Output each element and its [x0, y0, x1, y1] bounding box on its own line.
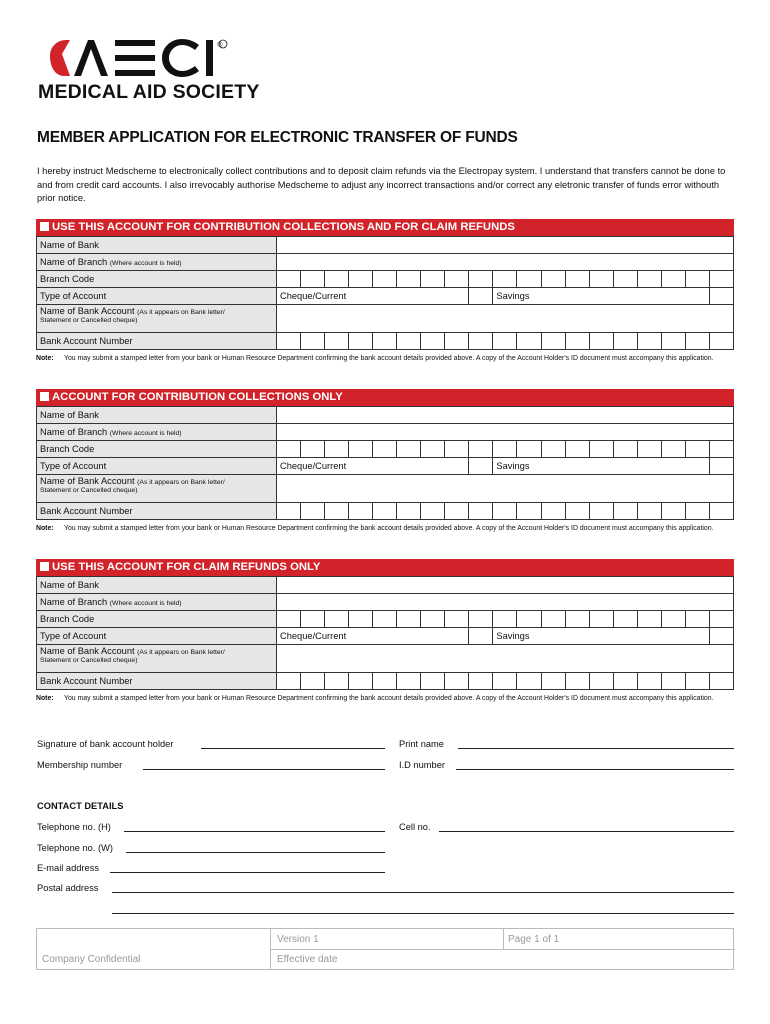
branch-name-text: Name of Branch: [40, 597, 108, 607]
branch-name-field[interactable]: [277, 424, 734, 441]
char-box[interactable]: [589, 673, 613, 690]
account-type-label: [37, 628, 277, 645]
account-name-hint2: Statement or Cancelled cheque): [40, 657, 138, 664]
account-number-label: [37, 333, 277, 350]
tel-h-field[interactable]: [124, 831, 385, 832]
print-name-field[interactable]: [458, 748, 734, 749]
char-box[interactable]: [637, 271, 661, 288]
char-box[interactable]: [469, 271, 493, 288]
char-box[interactable]: [349, 503, 373, 520]
savings-checkbox[interactable]: [709, 458, 733, 475]
account-name-hint: (As it appears on Bank letter/: [137, 649, 225, 656]
account-type-label: [37, 288, 277, 305]
char-box[interactable]: [709, 611, 733, 628]
char-box[interactable]: [325, 611, 349, 628]
char-box[interactable]: [541, 503, 565, 520]
char-box[interactable]: [613, 503, 637, 520]
char-box[interactable]: [445, 673, 469, 690]
char-box[interactable]: [493, 271, 517, 288]
char-box[interactable]: [637, 441, 661, 458]
account-name-hint2: Statement or Cancelled cheque): [40, 317, 138, 324]
square-icon: [40, 392, 49, 401]
tel-h-label: Telephone no. (H): [37, 822, 111, 832]
char-box[interactable]: [301, 611, 325, 628]
account-name-label: [37, 305, 277, 333]
char-box[interactable]: [709, 673, 733, 690]
char-box[interactable]: [469, 611, 493, 628]
char-box[interactable]: [685, 611, 709, 628]
note-text: You may submit a stamped letter from your bank or Human Resource Department confirming the bank account details provided above. A copy of the Account Holder's ID document must accompany this application.: [64, 695, 714, 702]
char-box[interactable]: [277, 333, 301, 350]
branch-name-text: Name of Branch: [40, 257, 108, 267]
savings-text: Savings: [496, 461, 530, 471]
char-box[interactable]: [301, 333, 325, 350]
char-box[interactable]: [469, 673, 493, 690]
char-box[interactable]: [637, 673, 661, 690]
char-box[interactable]: [421, 673, 445, 690]
aeci-logo-icon: [36, 36, 276, 80]
char-box[interactable]: [397, 271, 421, 288]
char-box[interactable]: [589, 333, 613, 350]
char-box[interactable]: [469, 503, 493, 520]
cheque-option[interactable]: [277, 458, 469, 475]
cell-label: Cell no.: [399, 822, 431, 832]
account-type-text: Type of Account: [40, 291, 107, 301]
bank-name-field[interactable]: [277, 237, 734, 254]
char-box[interactable]: [421, 271, 445, 288]
char-box[interactable]: [325, 503, 349, 520]
branch-name-label: [37, 424, 277, 441]
savings-text: Savings: [496, 631, 530, 641]
branch-name-text: Name of Branch: [40, 427, 108, 437]
footer-effective: Effective date: [277, 954, 338, 965]
char-box[interactable]: [493, 611, 517, 628]
char-box[interactable]: [565, 673, 589, 690]
savings-checkbox[interactable]: [709, 288, 733, 305]
bank-name-text: Name of Bank: [40, 240, 99, 250]
section-heading-text: USE THIS ACCOUNT FOR CLAIM REFUNDS ONLY: [52, 561, 321, 573]
char-box[interactable]: [709, 503, 733, 520]
account-name-text: Name of Bank Account: [40, 476, 135, 486]
account-number-label: [37, 503, 277, 520]
char-box[interactable]: [541, 673, 565, 690]
char-box[interactable]: [301, 673, 325, 690]
char-box[interactable]: [349, 441, 373, 458]
char-box[interactable]: [397, 673, 421, 690]
char-box[interactable]: [373, 441, 397, 458]
branch-name-hint: (Where account is held): [109, 600, 182, 607]
bank-details-table: [36, 576, 734, 690]
char-box[interactable]: [397, 503, 421, 520]
char-box[interactable]: [589, 503, 613, 520]
bank-name-field[interactable]: [277, 407, 734, 424]
cheque-checkbox[interactable]: [469, 288, 493, 305]
account-name-text: Name of Bank Account: [40, 306, 135, 316]
char-box[interactable]: [541, 441, 565, 458]
aeci-logo: [36, 36, 276, 104]
char-box[interactable]: [397, 333, 421, 350]
char-box[interactable]: [277, 271, 301, 288]
membership-label: Membership number: [37, 760, 123, 770]
signature-field[interactable]: [201, 748, 385, 749]
cell-field[interactable]: [439, 831, 734, 832]
account-section-1: [36, 219, 734, 364]
account-name-hint: (As it appears on Bank letter/: [137, 479, 225, 486]
char-box[interactable]: [325, 673, 349, 690]
char-box[interactable]: [589, 611, 613, 628]
square-icon: [40, 562, 49, 571]
char-box[interactable]: [301, 271, 325, 288]
id-label: I.D number: [399, 760, 445, 770]
savings-checkbox[interactable]: [709, 628, 733, 645]
char-box[interactable]: [661, 333, 685, 350]
char-box[interactable]: [517, 333, 541, 350]
email-field[interactable]: [110, 872, 385, 873]
account-name-text: Name of Bank Account: [40, 646, 135, 656]
cheque-option[interactable]: [277, 288, 469, 305]
account-type-text: Type of Account: [40, 631, 107, 641]
brand-subtitle: MEDICAL AID SOCIETY: [38, 81, 260, 103]
account-number-text: Bank Account Number: [40, 336, 133, 346]
bank-name-text: Name of Bank: [40, 580, 99, 590]
savings-text: Savings: [496, 291, 530, 301]
brand-name-glyph: AECI: [36, 36, 39, 37]
bank-name-text: Name of Bank: [40, 410, 99, 420]
char-box[interactable]: [517, 271, 541, 288]
branch-name-hint: (Where account is held): [109, 260, 182, 267]
account-number-label: [37, 673, 277, 690]
char-box[interactable]: [373, 673, 397, 690]
bank-name-label: [37, 237, 277, 254]
char-box[interactable]: [421, 441, 445, 458]
tel-w-field[interactable]: [126, 852, 385, 853]
char-box[interactable]: [373, 333, 397, 350]
char-box[interactable]: [445, 503, 469, 520]
char-box[interactable]: [277, 503, 301, 520]
note: [36, 354, 734, 364]
print-name-label: Print name: [399, 739, 444, 749]
savings-option[interactable]: [493, 458, 709, 475]
tel-w-label: Telephone no. (W): [37, 843, 113, 853]
contact-heading: CONTACT DETAILS: [37, 801, 124, 811]
postal-field-line2[interactable]: [112, 913, 734, 914]
char-box[interactable]: [349, 333, 373, 350]
section-heading: [36, 559, 734, 576]
char-box[interactable]: [685, 271, 709, 288]
char-box[interactable]: [349, 673, 373, 690]
char-box[interactable]: [493, 441, 517, 458]
char-box[interactable]: [517, 673, 541, 690]
char-box[interactable]: [493, 333, 517, 350]
char-box[interactable]: [469, 441, 493, 458]
branch-code-label: [37, 441, 277, 458]
account-name-label: [37, 645, 277, 673]
footer: [36, 928, 734, 970]
char-box[interactable]: [421, 333, 445, 350]
char-box[interactable]: [397, 441, 421, 458]
branch-code-text: Branch Code: [40, 274, 95, 284]
char-box[interactable]: [661, 441, 685, 458]
char-box[interactable]: [613, 271, 637, 288]
bank-name-field[interactable]: [277, 577, 734, 594]
char-box[interactable]: [421, 611, 445, 628]
bank-details-table: [36, 406, 734, 520]
account-number-text: Bank Account Number: [40, 506, 133, 516]
bank-name-label: [37, 407, 277, 424]
char-box[interactable]: [565, 271, 589, 288]
char-box[interactable]: [709, 271, 733, 288]
account-name-field[interactable]: [277, 645, 734, 673]
char-box[interactable]: [541, 333, 565, 350]
membership-field[interactable]: [143, 769, 385, 770]
page-title: MEMBER APPLICATION FOR ELECTRONIC TRANSFER OF FUNDS: [37, 129, 518, 146]
footer-page: Page 1 of 1: [508, 934, 560, 945]
char-box[interactable]: [421, 503, 445, 520]
postal-label: Postal address: [37, 883, 99, 893]
cheque-text: Cheque/Current: [280, 631, 347, 641]
char-box[interactable]: [373, 611, 397, 628]
char-box[interactable]: [493, 673, 517, 690]
char-box[interactable]: [565, 611, 589, 628]
note-text: You may submit a stamped letter from your bank or Human Resource Department confirming the bank account details provided above. A copy of the Account Holder's ID document must accompany this application.: [64, 525, 714, 532]
char-box[interactable]: [661, 673, 685, 690]
account-number-text: Bank Account Number: [40, 676, 133, 686]
note: [36, 694, 734, 704]
char-box[interactable]: [349, 611, 373, 628]
char-box[interactable]: [613, 673, 637, 690]
char-box[interactable]: [445, 441, 469, 458]
account-type-text: Type of Account: [40, 461, 107, 471]
char-box[interactable]: [277, 611, 301, 628]
char-box[interactable]: [397, 611, 421, 628]
branch-name-field[interactable]: [277, 254, 734, 271]
branch-code-label: [37, 611, 277, 628]
char-box[interactable]: [469, 333, 493, 350]
intro-paragraph: I hereby instruct Medscheme to electronically collect contributions and to deposit claim refunds via the Electropay system. I understand that transfers cannot be done to and from credit card accounts. I also irrevocably authorise Medscheme to adjust any incorrect transactions and/or correct any eletronic transfer of funds error withouth prior notice.: [37, 166, 726, 204]
cheque-checkbox[interactable]: [469, 458, 493, 475]
account-name-field[interactable]: [277, 305, 734, 333]
char-box[interactable]: [661, 503, 685, 520]
note-label: Note:: [36, 525, 54, 532]
char-box[interactable]: [685, 333, 709, 350]
cheque-text: Cheque/Current: [280, 291, 347, 301]
id-field[interactable]: [456, 769, 734, 770]
note-text: You may submit a stamped letter from your bank or Human Resource Department confirming the bank account details provided above. A copy of the Account Holder's ID document must accompany this application.: [64, 355, 714, 362]
note: [36, 524, 734, 534]
postal-field[interactable]: [112, 892, 734, 893]
char-box[interactable]: [685, 503, 709, 520]
account-section-2: [36, 389, 734, 534]
account-section-3: [36, 559, 734, 704]
char-box[interactable]: [589, 441, 613, 458]
char-box[interactable]: [661, 611, 685, 628]
char-box[interactable]: [301, 503, 325, 520]
char-box[interactable]: [277, 441, 301, 458]
char-box[interactable]: [373, 271, 397, 288]
char-box[interactable]: [541, 611, 565, 628]
char-box[interactable]: [589, 271, 613, 288]
cheque-text: Cheque/Current: [280, 461, 347, 471]
account-name-hint2: Statement or Cancelled cheque): [40, 487, 138, 494]
char-box[interactable]: [685, 673, 709, 690]
section-heading: [36, 219, 734, 236]
char-box[interactable]: [517, 611, 541, 628]
char-box[interactable]: [613, 611, 637, 628]
footer-confidential: Company Confidential: [42, 954, 141, 965]
note-label: Note:: [36, 695, 54, 702]
account-type-label: [37, 458, 277, 475]
cheque-checkbox[interactable]: [469, 628, 493, 645]
section-heading-text: ACCOUNT FOR CONTRIBUTION COLLECTIONS ONLY: [52, 391, 343, 403]
char-box[interactable]: [277, 673, 301, 690]
char-box[interactable]: [325, 271, 349, 288]
char-box[interactable]: [661, 271, 685, 288]
section-heading: [36, 389, 734, 406]
char-box[interactable]: [517, 441, 541, 458]
char-box[interactable]: [493, 503, 517, 520]
signature-label: Signature of bank account holder: [37, 739, 174, 749]
branch-code-text: Branch Code: [40, 614, 95, 624]
char-box[interactable]: [565, 503, 589, 520]
char-box[interactable]: [517, 503, 541, 520]
branch-name-label: [37, 254, 277, 271]
email-label: E-mail address: [37, 863, 100, 873]
savings-option[interactable]: [493, 628, 709, 645]
savings-option[interactable]: [493, 288, 709, 305]
bank-name-label: [37, 577, 277, 594]
char-box[interactable]: [613, 441, 637, 458]
square-icon: [40, 222, 49, 231]
char-box[interactable]: [445, 271, 469, 288]
char-box[interactable]: [325, 333, 349, 350]
branch-code-label: [37, 271, 277, 288]
char-box[interactable]: [709, 333, 733, 350]
char-box[interactable]: [349, 271, 373, 288]
footer-version: Version 1: [277, 934, 319, 945]
char-box[interactable]: [445, 611, 469, 628]
char-box[interactable]: [613, 333, 637, 350]
char-box[interactable]: [637, 333, 661, 350]
char-box[interactable]: [637, 503, 661, 520]
char-box[interactable]: [565, 333, 589, 350]
account-name-label: [37, 475, 277, 503]
branch-name-field[interactable]: [277, 594, 734, 611]
char-box[interactable]: [565, 441, 589, 458]
registered-mark: ®: [217, 42, 223, 49]
section-heading-text: USE THIS ACCOUNT FOR CONTRIBUTION COLLECTIONS AND FOR CLAIM REFUNDS: [52, 221, 515, 233]
cheque-option[interactable]: [277, 628, 469, 645]
char-box[interactable]: [373, 503, 397, 520]
note-label: Note:: [36, 355, 54, 362]
char-box[interactable]: [301, 441, 325, 458]
char-box[interactable]: [637, 611, 661, 628]
char-box[interactable]: [325, 441, 349, 458]
branch-code-text: Branch Code: [40, 444, 95, 454]
bank-details-table: [36, 236, 734, 350]
account-name-hint: (As it appears on Bank letter/: [137, 309, 225, 316]
char-box[interactable]: [541, 271, 565, 288]
char-box[interactable]: [685, 441, 709, 458]
char-box[interactable]: [709, 441, 733, 458]
branch-name-label: [37, 594, 277, 611]
account-name-field[interactable]: [277, 475, 734, 503]
branch-name-hint: (Where account is held): [109, 430, 182, 437]
char-box[interactable]: [445, 333, 469, 350]
